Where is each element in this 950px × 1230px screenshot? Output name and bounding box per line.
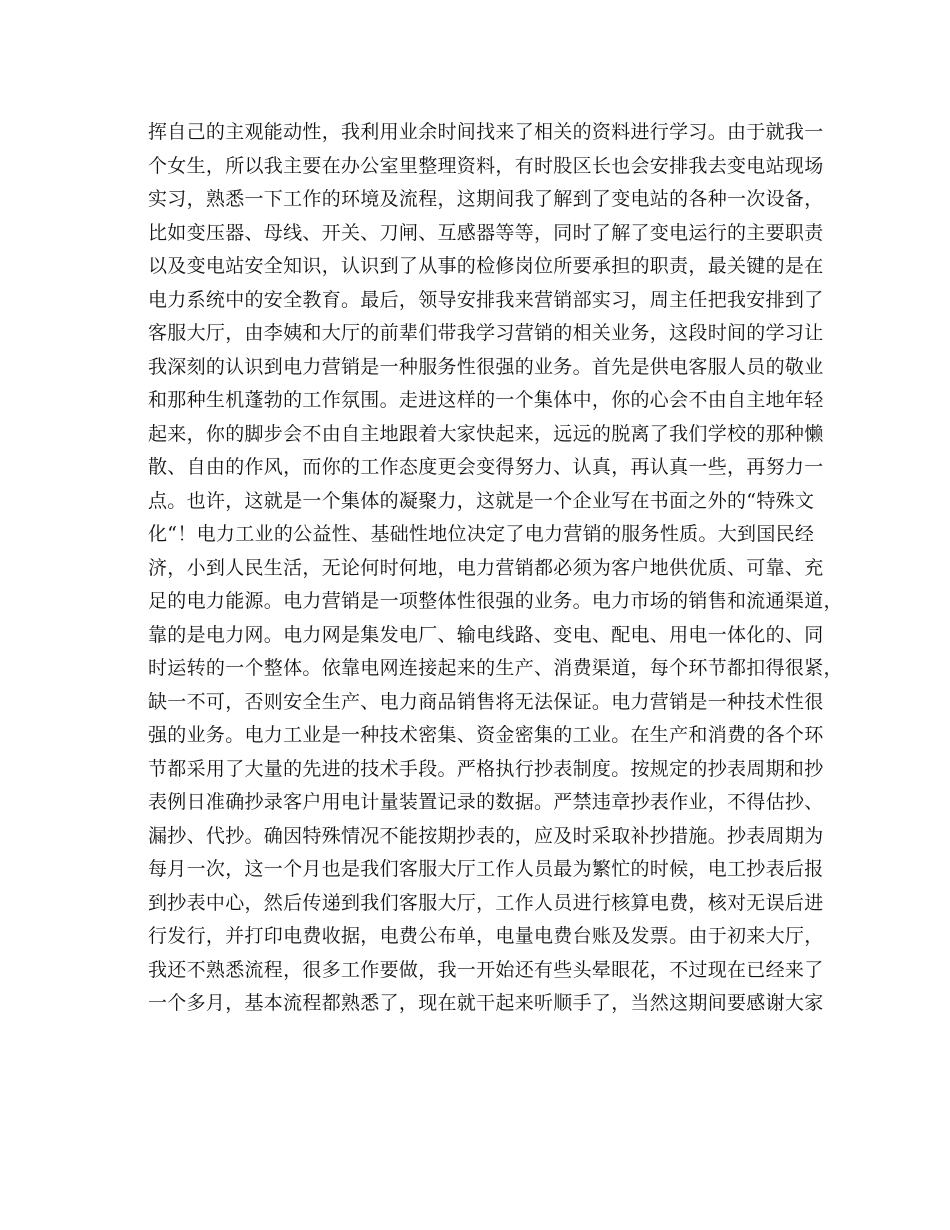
text-line: 散、自由的作风，而你的工作态度更会变得努力、认真，再认真一些，再努力一 bbox=[148, 456, 824, 478]
text-line: 表例日准确抄录客户用电计量装置记录的数据。严禁违章抄表作业，不得估抄、 bbox=[148, 791, 824, 813]
text-line: 化“！电力工业的公益性、基础性地位决定了电力营销的服务性质。大到国民经 bbox=[148, 523, 815, 545]
text-line: 缺一不可，否则安全生产、电力商品销售将无法保证。电力营销是一种技术性很 bbox=[148, 690, 824, 713]
text-line: 客服大厅，由李姨和大厅的前辈们带我学习营销的相关业务，这段时间的学习让 bbox=[148, 322, 824, 344]
text-line: 每月一次，这一个月也是我们客服大厅工作人员最为繁忙的时候，电工抄表后报 bbox=[148, 858, 824, 880]
text-line: 强的业务。电力工业是一种技术密集、资金密集的工业。在生产和消费的各个环 bbox=[148, 724, 824, 746]
body-text bbox=[148, 116, 843, 1021]
text-line: 点。也许，这就是一个集体的凝聚力，这就是一个企业写在书面之外的“特殊文 bbox=[148, 489, 815, 512]
text-line: 电力系统中的安全教育。最后，领导安排我来营销部实习，周主任把我安排到了 bbox=[148, 288, 824, 311]
text-line: 我还不熟悉流程，很多工作要做，我一开始还有些头晕眼花，不过现在已经来了 bbox=[148, 958, 824, 981]
text-line: 时运转的一个整体。依靠电网连接起来的生产、消费渠道，每个环节都扣得很紧， bbox=[148, 657, 843, 679]
text-line: 到抄表中心，然后传递到我们客服大厅，工作人员进行核算电费，核对无误后进 bbox=[148, 891, 824, 914]
text-line: 行发行，并打印电费收据，电费公布单，电量电费台账及发票。由于初来大厅， bbox=[148, 925, 824, 947]
text-line: 和那种生机蓬勃的工作氛围。走进这样的一个集体中，你的心会不由自主地年轻 bbox=[148, 389, 824, 411]
text-line: 挥自己的主观能动性，我利用业余时间找来了相关的资料进行学习。由于就我一 bbox=[148, 121, 824, 143]
text-line: 靠的是电力网。电力网是集发电厂、输电线路、变电、配电、用电一体化的、同 bbox=[148, 623, 824, 646]
text-line: 实习，熟悉一下工作的环境及流程，这期间我了解到了变电站的各种一次设备， bbox=[148, 188, 824, 210]
text-line: 比如变压器、母线、开关、刀闸、互感器等等，同时了解了变电运行的主要职责 bbox=[148, 221, 824, 244]
text-line: 济，小到人民生活，无论何时何地，电力营销都必须为客户地供优质、可靠、充 bbox=[148, 556, 824, 579]
text-line: 一个多月，基本流程都熟悉了，现在就干起来听顺手了，当然这期间要感谢大家 bbox=[148, 992, 824, 1014]
text-line: 节都采用了大量的先进的技术手段。严格执行抄表制度。按规定的抄表周期和抄 bbox=[148, 757, 824, 780]
text-line: 足的电力能源。电力营销是一项整体性很强的业务。电力市场的销售和流通渠道， bbox=[148, 590, 843, 612]
text-line: 起来，你的脚步会不由自主地跟着大家快起来，远远的脱离了我们学校的那种懒 bbox=[148, 422, 824, 445]
text-line: 我深刻的认识到电力营销是一种服务性很强的业务。首先是供电客服人员的敬业 bbox=[148, 355, 824, 378]
text-line: 以及变电站安全知识，认识到了从事的检修岗位所要承担的职责，最关键的是在 bbox=[148, 255, 824, 277]
text-line: 个女生，所以我主要在办公室里整理资料，有时股区长也会安排我去变电站现场 bbox=[148, 154, 824, 177]
text-line: 漏抄、代抄。确因特殊情况不能按期抄表的，应及时采取补抄措施。抄表周期为 bbox=[148, 824, 824, 847]
